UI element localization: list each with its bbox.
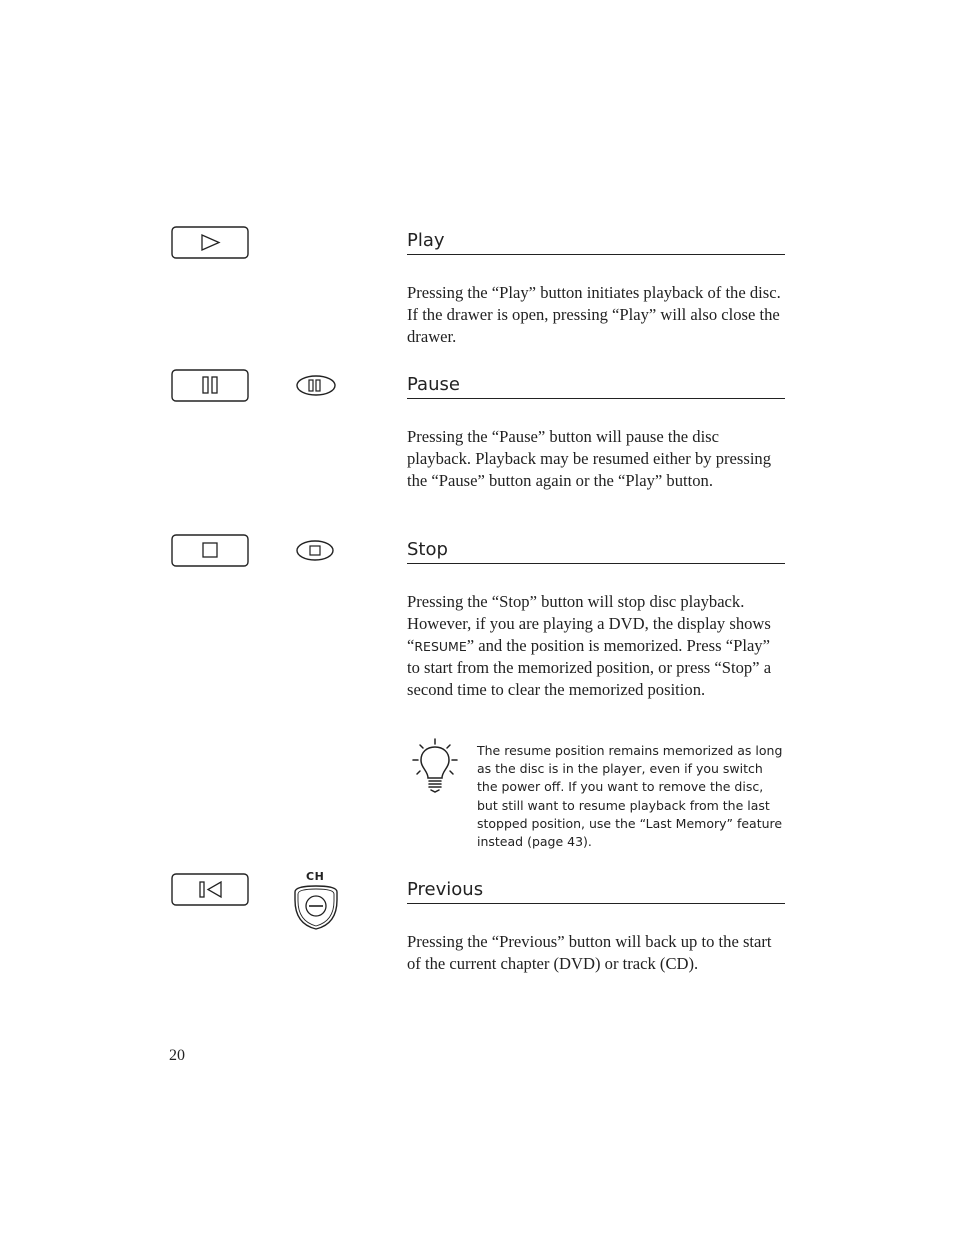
stop-text-after: ” and the position is memorized. Press “Play” to start from the memorized position, or press “Stop” a second time to clear the memorized position.	[407, 635, 772, 700]
section-title-play: Play	[407, 230, 785, 255]
play-front-button-icon	[171, 226, 251, 260]
stop-remote-button-icon	[296, 540, 338, 562]
ch-minus-remote-button-icon	[292, 884, 342, 932]
previous-front-button-icon	[171, 873, 251, 907]
stop-front-button-icon	[171, 534, 251, 568]
ch-label: CH	[306, 870, 325, 883]
section-title-stop: Stop	[407, 539, 785, 564]
stop-text-before: Pressing the “Stop” button will stop disc playback. However, if you are playing a DVD, the display shows “	[407, 592, 771, 655]
section-text-pause: Pressing the “Pause” button will pause the disc playback. Playback may be resumed either by pressing the “Pause” button again or the “Play” button.	[407, 427, 772, 490]
section-text-play: Pressing the “Play” button initiates playback of the disc. If the drawer is open, pressing “Play” will also close the drawer.	[407, 283, 781, 346]
section-text-previous: Pressing the “Previous” button will back up to the start of the current chapter (DVD) or track (CD).	[407, 932, 772, 973]
section-title-previous: Previous	[407, 879, 785, 904]
lightbulb-icon	[411, 738, 459, 796]
pause-remote-button-icon	[296, 375, 338, 397]
resume-display-word: RESUME	[414, 638, 467, 654]
section-text-stop	[407, 591, 787, 701]
pause-front-button-icon	[171, 369, 251, 403]
tip-text: The resume position remains memorized as long as the disc is in the player, even if you switch the power off. If you want to remove the disc, but still want to resume playback from the last stopped position, use the “Last Memory” feature instead (page 43).	[477, 743, 783, 850]
page-number: 20	[169, 1047, 185, 1064]
section-title-pause: Pause	[407, 374, 785, 399]
